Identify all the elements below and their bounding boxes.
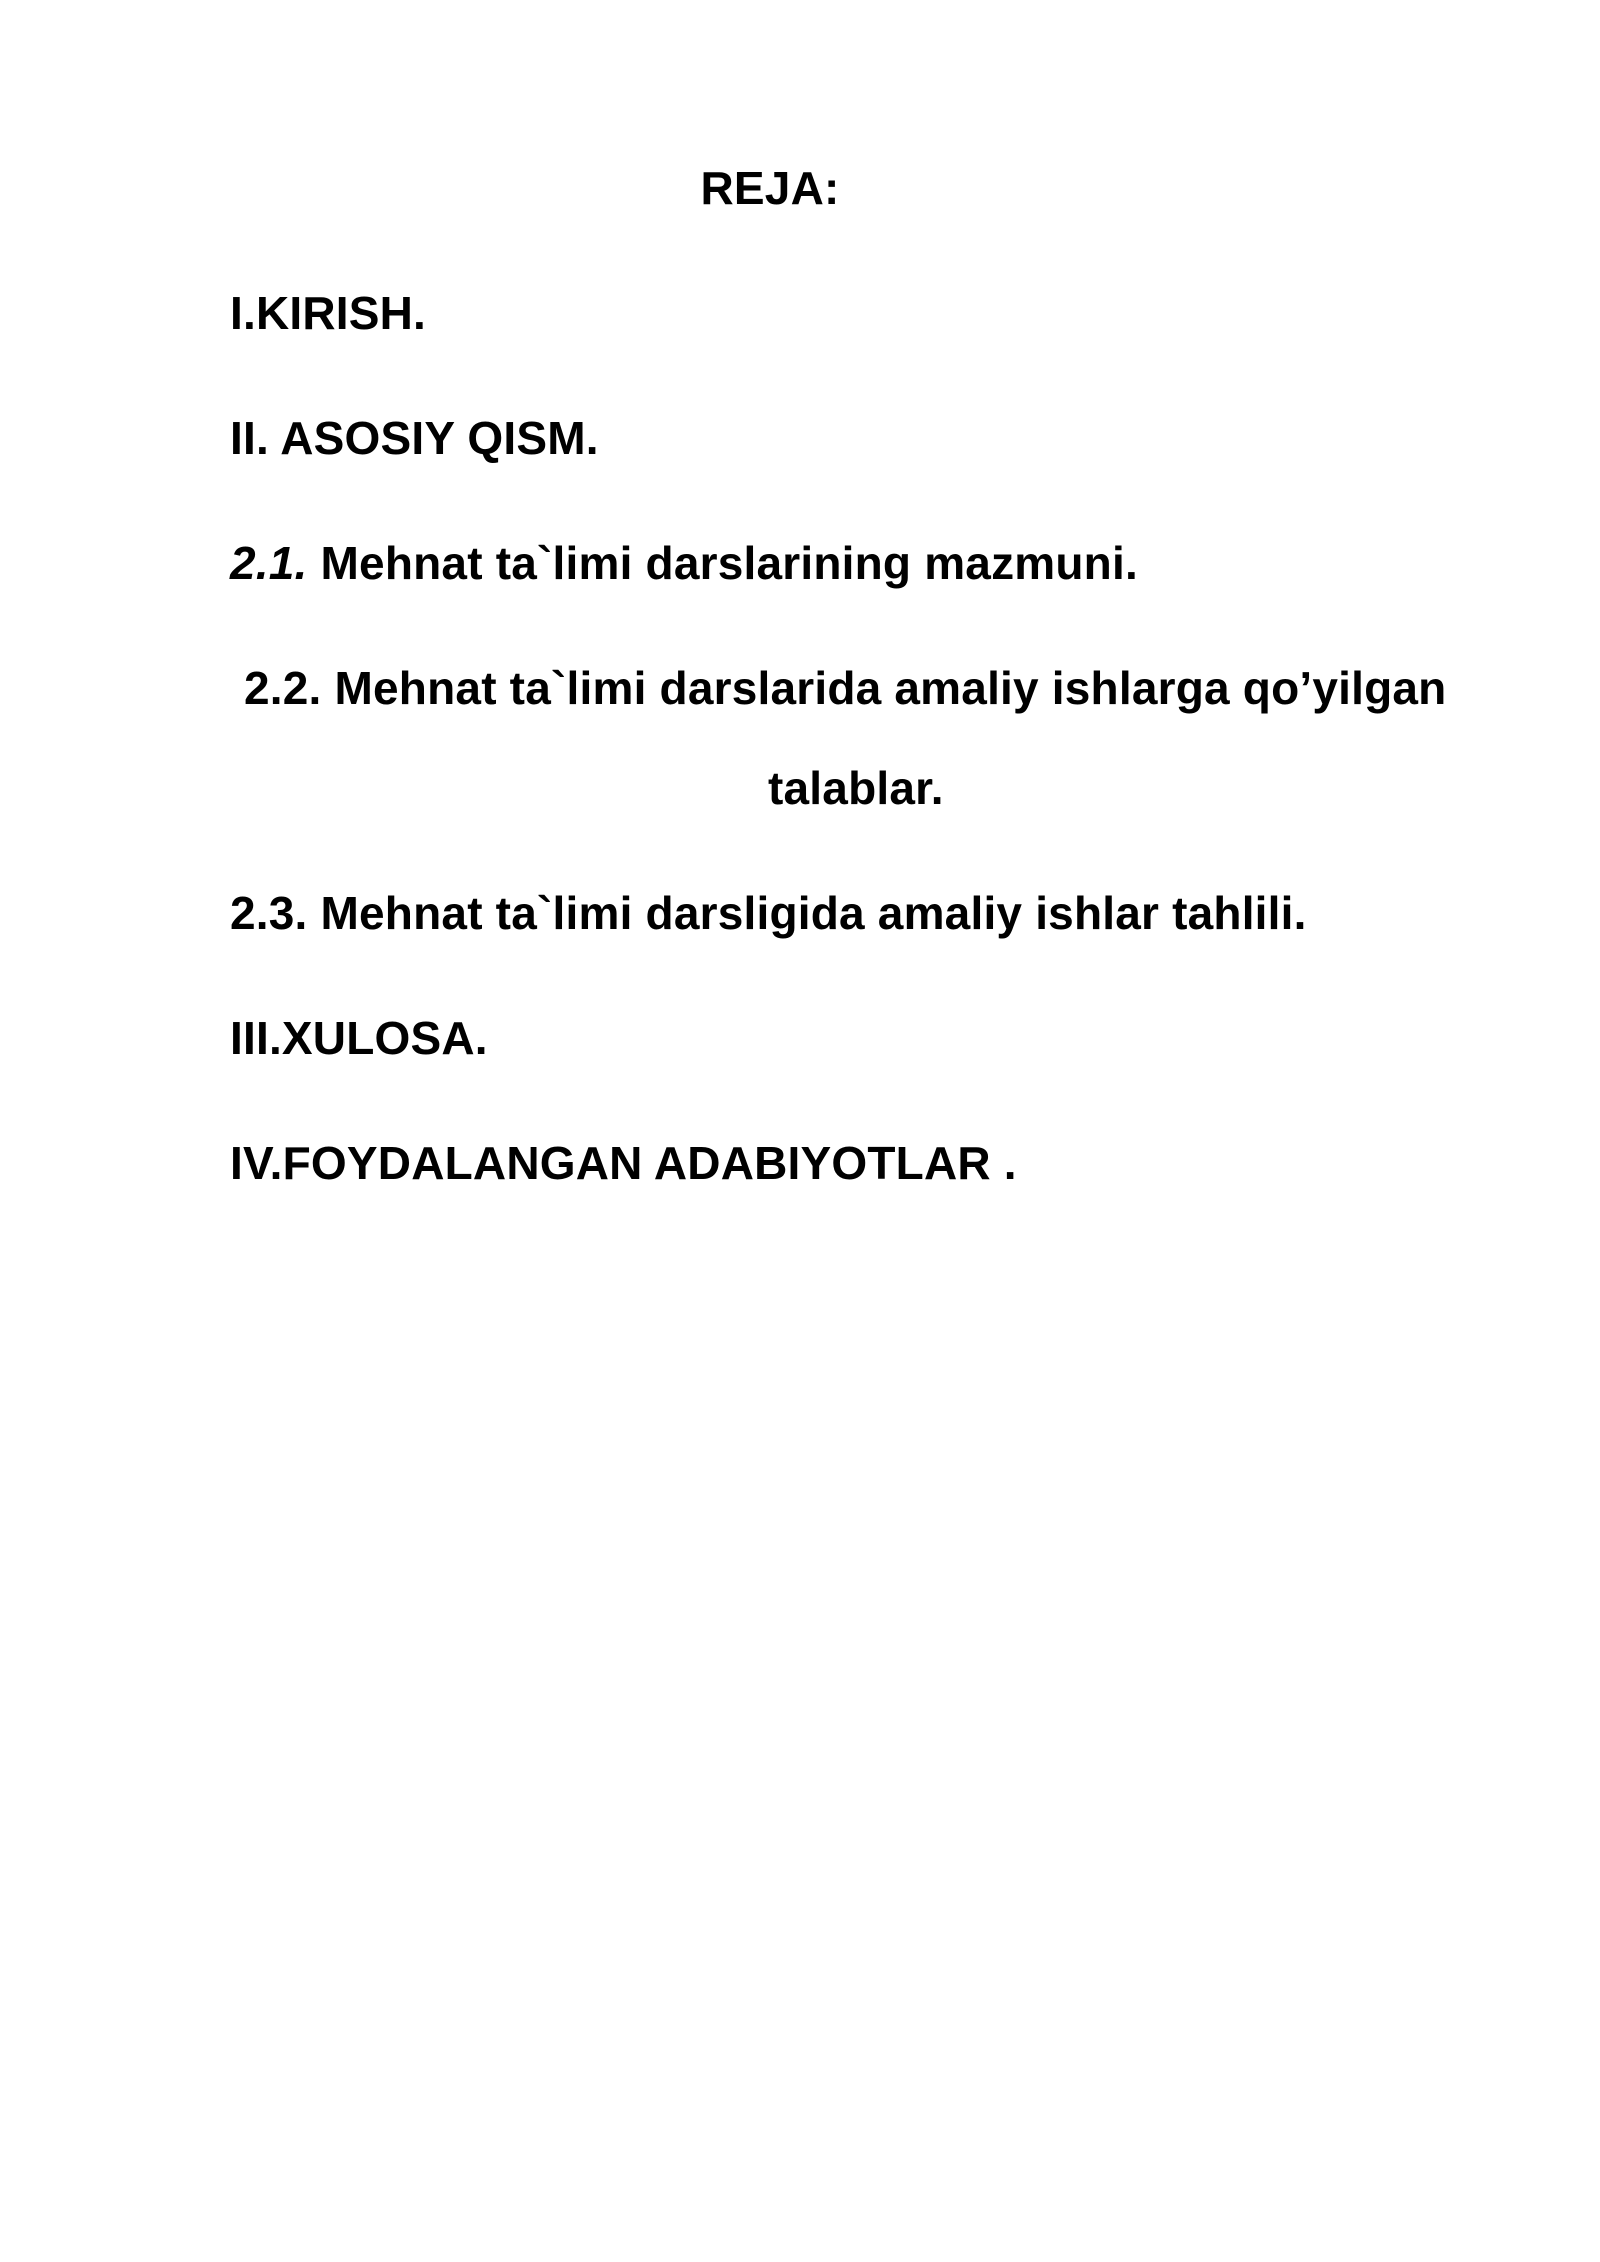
plan-item-2-2-line1: 2.2. Mehnat ta`limi darslarida amaliy ishlarga qo’yilgan (244, 662, 1447, 714)
plan-item-2-1 (230, 535, 1138, 591)
plan-item-introduction: I.KIRISH. (230, 287, 427, 339)
plan-title: REJA: (700, 162, 840, 214)
plan-item-conclusion: III.XULOSA. (230, 1012, 488, 1064)
plan-item-2-2-line2: talablar. (768, 762, 944, 814)
plan-item-2-1-number: 2.1. (230, 537, 308, 589)
plan-item-references: IV.FOYDALANGAN ADABIYOTLAR . (230, 1137, 1017, 1189)
plan-item-main-part: II. ASOSIY QISM. (230, 412, 599, 464)
plan-item-2-3: 2.3. Mehnat ta`limi darsligida amaliy ishlar tahlili. (230, 887, 1307, 939)
plan-item-2-1-text: Mehnat ta`limi darslarining mazmuni. (307, 537, 1138, 589)
